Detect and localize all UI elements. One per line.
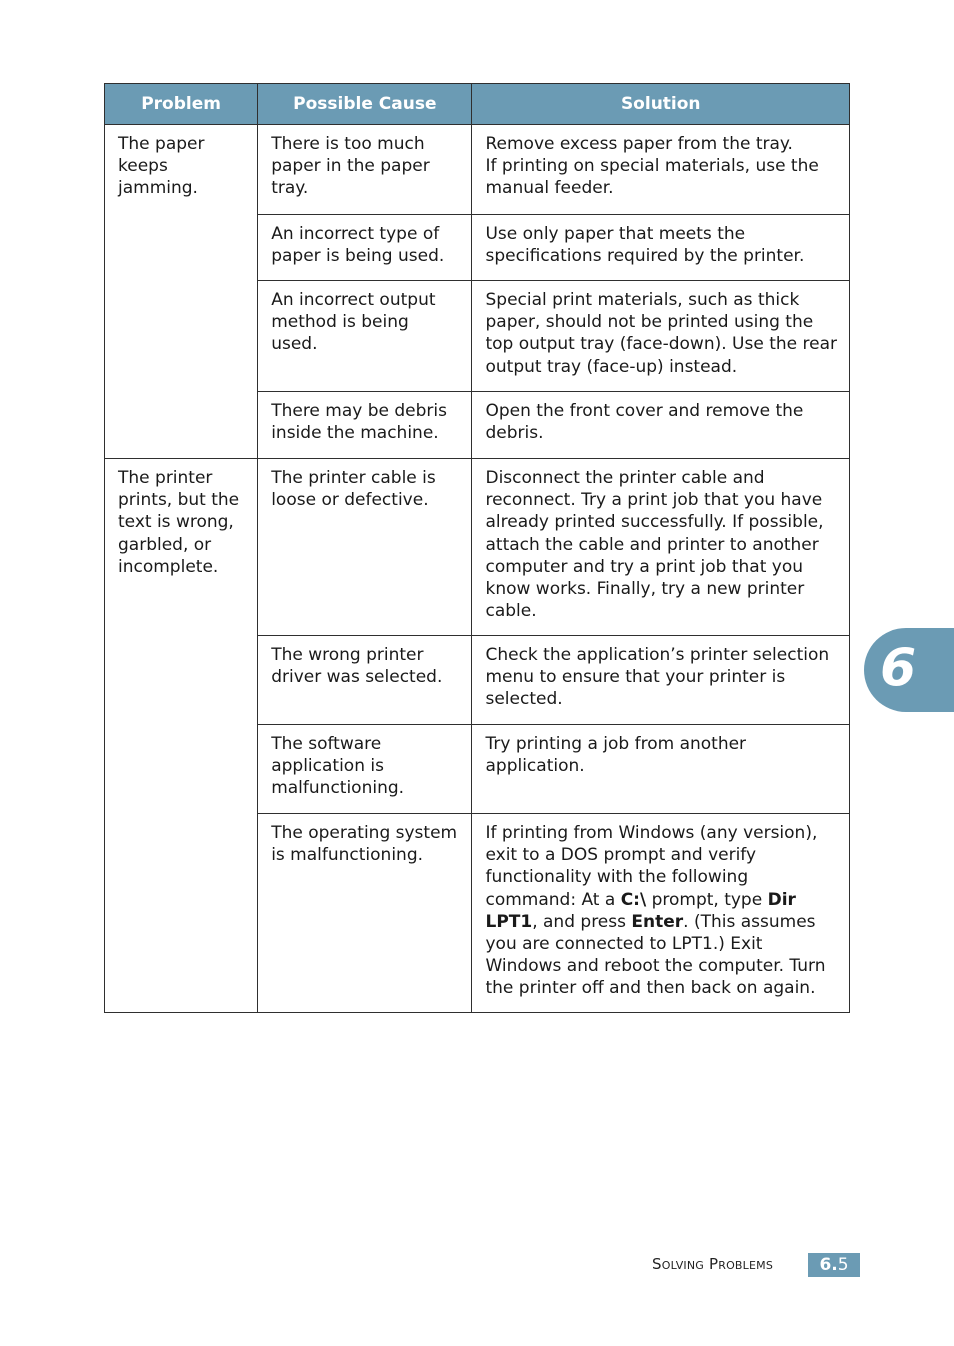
table-row [105,459,850,636]
solution-text: , and press [532,911,632,932]
cause-cell: An incorrect type of paper is being used. [258,215,472,281]
cause-cell: There is too much paper in the paper tray. [258,125,472,215]
header-problem: Problem [105,84,258,125]
solution-cell: Try printing a job from another application. [472,725,850,814]
solution-text: prompt, type [646,889,768,910]
cause-cell: The operating system is malfunctioning. [258,814,472,1013]
solution-cell: Open the front cover and remove the debris. [472,392,850,459]
solution-cell: Disconnect the printer cable and reconnect. Try a print job that you have already printed successfully. If possible, attach the cable and printer to another computer and try a print job that you know works. Finally, try a new printer cable. [472,459,850,636]
header-solution: Solution [472,84,850,125]
chapter-number: 6 [880,638,917,698]
solution-line: Remove excess paper from the tray. [485,134,793,154]
command-text: Dir LPT1 [485,889,796,932]
page-num: 5 [837,1255,849,1275]
cause-cell: The software application is malfunctioning. [258,725,472,814]
solution-text: . (This assumes you are connected to LPT1.) Exit Windows and reboot the computer. Turn the printer off and then back on again. [485,911,826,999]
enter-key-text: Enter [631,911,684,932]
solution-cell: Check the application’s printer selection menu to ensure that your printer is selected. [472,636,850,725]
solution-cell [472,814,850,1013]
cause-cell: There may be debris inside the machine. [258,392,472,459]
cause-cell: An incorrect output method is being used. [258,281,472,392]
cause-cell: The wrong printer driver was selected. [258,636,472,725]
footer-page-number [808,1253,860,1277]
cause-cell: The printer cable is loose or defective. [258,459,472,636]
problem-cell: The printer prints, but the text is wrong, garbled, or incomplete. [105,459,258,1013]
solution-cell: Special print materials, such as thick paper, should not be printed using the top output tray (face-down). Use the rear output tray (face-up) instead. [472,281,850,392]
table-row [105,125,850,215]
solution-cell: Use only paper that meets the specifications required by the printer. [472,215,850,281]
solution-line: If printing on special materials, use the manual feeder. [485,156,819,199]
problem-cell: The paper keeps jamming. [105,125,258,459]
footer-section-title: Solving Problems [652,1255,774,1273]
page-chapter: 6. [819,1255,838,1275]
header-possible-cause: Possible Cause [258,84,472,125]
command-prompt-text: C:\ [620,889,647,910]
solution-text: If printing from Windows (any version), exit to a DOS prompt and verify functionality with the following command: At a [485,823,818,910]
troubleshooting-table [104,83,850,1013]
solution-cell [472,125,850,215]
table-header-row [105,84,850,125]
